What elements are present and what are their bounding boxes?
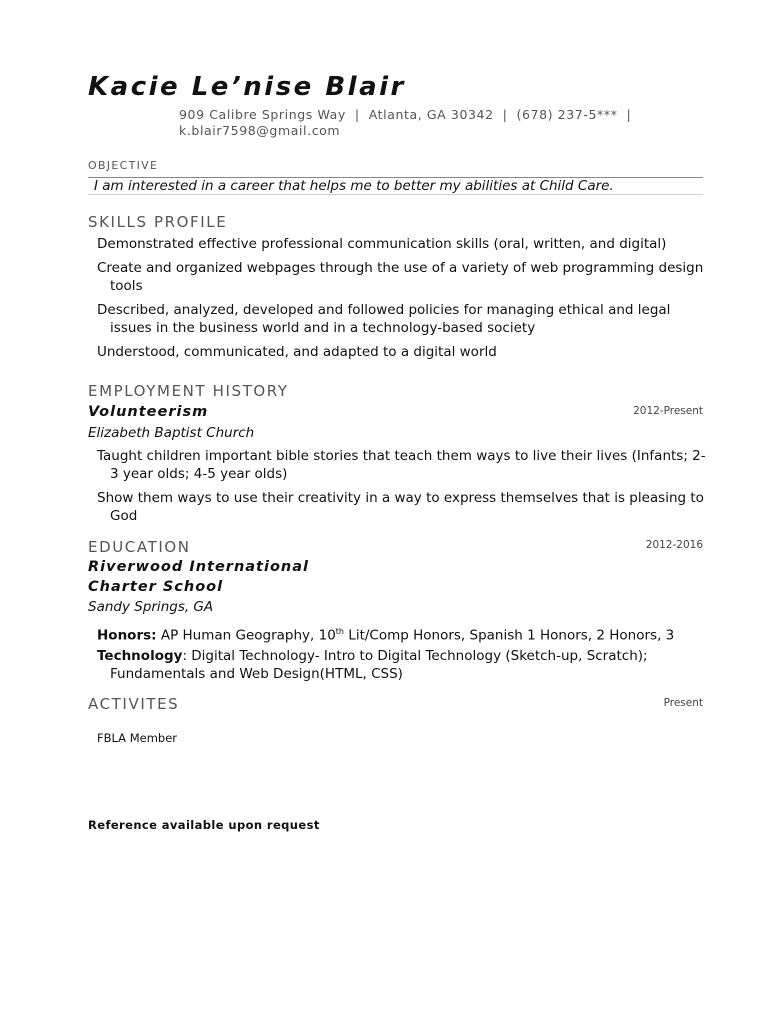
objective-box: [88, 177, 703, 195]
skills-heading: SKILLS PROFILE: [88, 213, 228, 231]
school-name-line1: Riverwood International: [88, 559, 310, 575]
education-date: 2012-2016: [645, 539, 703, 551]
skill-item: Create and organized webpages through the use of a variety of web programming design tools: [97, 260, 704, 294]
contact-info: [179, 107, 659, 139]
job-duties-list: [97, 447, 707, 531]
job-date: 2012-Present: [633, 405, 703, 417]
resume-name: Kacie Le’nise Blair: [88, 72, 406, 102]
honors-label: Honors:: [97, 627, 157, 644]
city: Atlanta, GA 30342: [368, 107, 494, 122]
school-name: [88, 557, 309, 597]
activities-heading: ACTIVITES: [88, 695, 180, 713]
skill-item: Described, analyzed, developed and followed policies for managing ethical and legal issues in the business world and in a technology-based society: [97, 302, 671, 336]
email: k.blair7598@gmail.com: [179, 123, 341, 138]
job-duty-item: Show them ways to use their creativity in a way to express themselves that is pleasing to God: [97, 490, 704, 524]
education-heading: EDUCATION: [88, 538, 191, 556]
honors-before: AP Human Geography, 10: [156, 627, 336, 644]
technology-details: : Digital Technology- Intro to Digital Technology (Sketch-up, Scratch); Fundamentals and Web Design(HTML, CSS): [110, 648, 648, 682]
employment-heading: EMPLOYMENT HISTORY: [88, 382, 289, 400]
activity-item: FBLA Member: [97, 731, 178, 745]
reference-note: Reference available upon request: [88, 818, 320, 832]
technology-text: [97, 647, 707, 683]
job-title: Volunteerism: [88, 404, 209, 420]
skills-list: [97, 235, 707, 367]
job-organization: Elizabeth Baptist Church: [88, 425, 255, 441]
school-location: Sandy Springs, GA: [88, 599, 214, 615]
technology-label: Technology: [97, 648, 183, 664]
phone: (678) 237-5***: [516, 107, 618, 122]
skill-item: Understood, communicated, and adapted to a digital world: [97, 344, 497, 360]
address: 909 Calibre Springs Way: [179, 107, 346, 122]
activities-date: Present: [663, 697, 703, 709]
school-name-line2: Charter School: [88, 579, 224, 595]
job-duty-item: Taught children important bible stories that teach them ways to live their lives (Infants; 2-3 year olds; 4-5 year olds): [97, 448, 706, 482]
honors-row: [97, 623, 707, 645]
separator: |: [502, 107, 508, 122]
honors-after: Lit/Comp Honors, Spanish 1 Honors, 2 Honors, 3: [344, 627, 675, 644]
skill-item: Demonstrated effective professional communication skills (oral, written, and digital): [97, 236, 667, 252]
separator: |: [626, 107, 632, 122]
separator: |: [354, 107, 360, 122]
technology-row: [97, 647, 707, 683]
objective-text: I am interested in a career that helps me to better my abilities at Child Care.: [94, 178, 614, 194]
honors-superscript: th: [335, 627, 345, 636]
honors-text: [97, 623, 707, 645]
objective-heading: OBJECTIVE: [88, 159, 159, 172]
